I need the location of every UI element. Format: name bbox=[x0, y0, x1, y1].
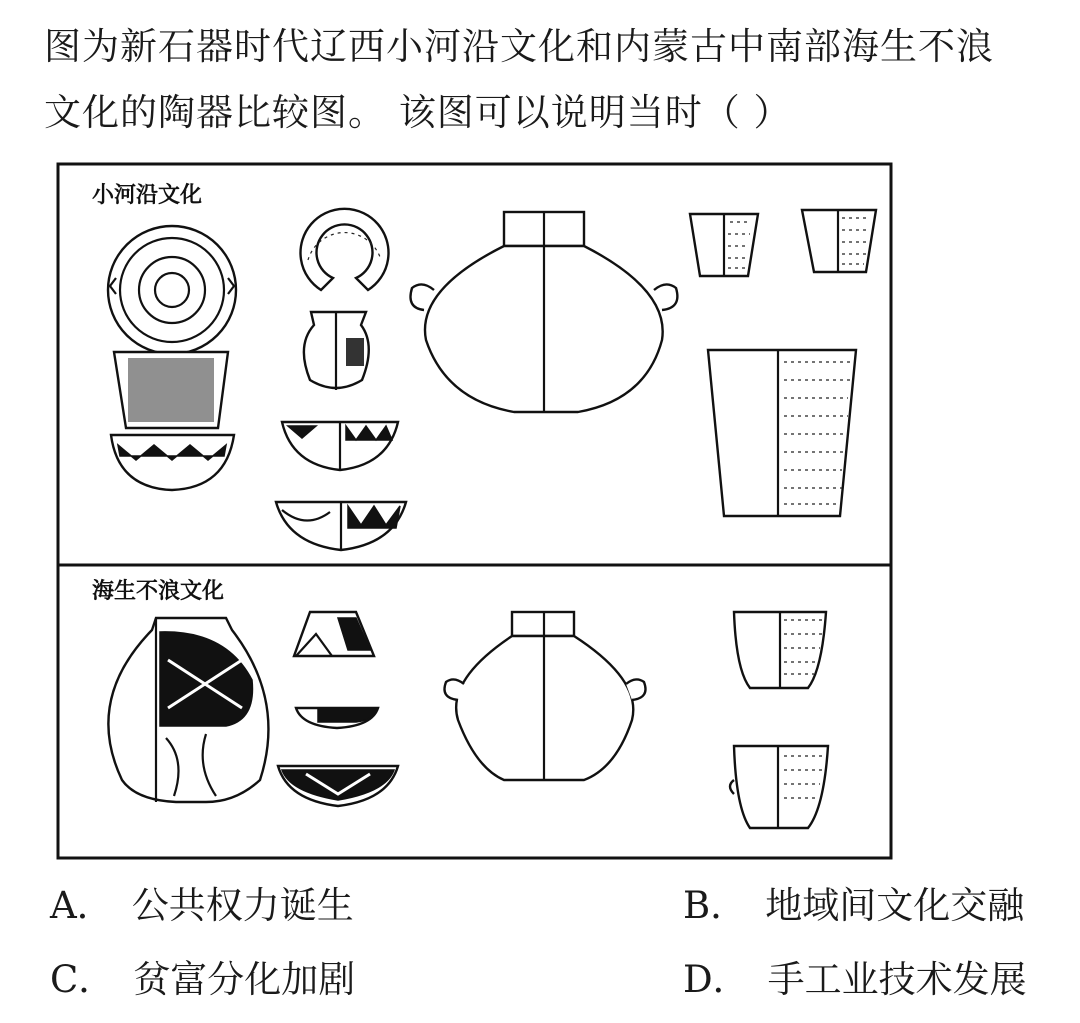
pottery-tall-cup-drawing bbox=[708, 350, 856, 516]
option-a-letter: A． bbox=[50, 884, 114, 927]
option-d[interactable] bbox=[683, 950, 1027, 1010]
question-line-1: 图为新石器时代辽西小河沿文化和内蒙古中南部海生不浪 bbox=[44, 25, 994, 68]
pottery-painted-vessel-drawing bbox=[111, 352, 234, 490]
option-d-letter: D． bbox=[683, 958, 750, 1001]
pottery-cup-4-drawing bbox=[730, 746, 828, 828]
pottery-figure-svg bbox=[56, 160, 893, 860]
option-c-letter: C． bbox=[50, 958, 116, 1001]
pottery-cup-3-drawing bbox=[734, 612, 826, 688]
option-b[interactable] bbox=[683, 876, 1024, 936]
pottery-plate-drawing bbox=[108, 226, 236, 354]
question-stem bbox=[44, 14, 1054, 146]
pottery-cup-2-drawing bbox=[802, 210, 876, 272]
option-a-text: 公共权力诞生 bbox=[131, 884, 354, 927]
question-line-2: 文化的陶器比较图。 该图可以说明当时（ ） bbox=[44, 91, 792, 134]
pottery-comparison-figure bbox=[56, 160, 893, 860]
pottery-small-jar-drawing bbox=[304, 312, 369, 390]
option-b-text: 地域间文化交融 bbox=[765, 884, 1025, 927]
option-d-text: 手工业技术发展 bbox=[767, 958, 1027, 1001]
section-label-xiaoheyan: 小河沿文化 bbox=[92, 182, 203, 208]
option-b-letter: B． bbox=[683, 884, 748, 927]
option-a[interactable] bbox=[50, 876, 354, 936]
option-c-text: 贫富分化加剧 bbox=[133, 958, 356, 1001]
pottery-cup-1-drawing bbox=[690, 214, 758, 276]
section-label-haishengbulang: 海生不浪文化 bbox=[92, 578, 225, 604]
option-c[interactable] bbox=[50, 950, 355, 1010]
